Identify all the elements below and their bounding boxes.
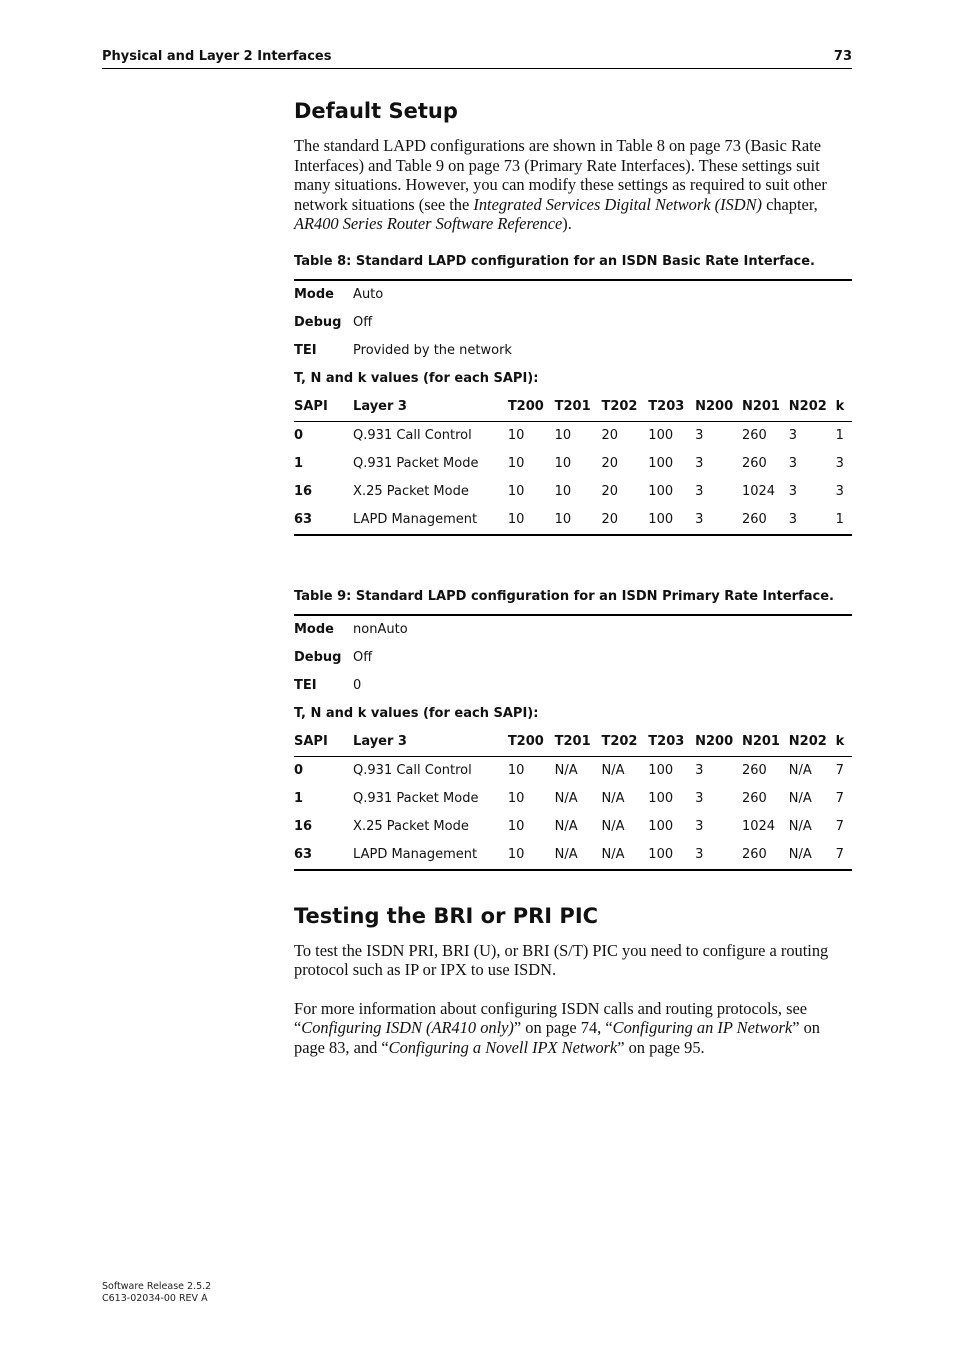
table9 xyxy=(294,614,852,871)
column-header: Layer 3 xyxy=(353,728,508,757)
column-header: k xyxy=(836,728,852,757)
table8 xyxy=(294,279,852,536)
table-cell: 3 xyxy=(695,841,742,870)
text-run: ). xyxy=(562,214,572,233)
table-cell: 10 xyxy=(507,456,525,471)
table-cell: 20 xyxy=(601,506,648,535)
setting-label: Debug xyxy=(294,650,342,665)
column-header: k xyxy=(836,393,852,422)
table-cell: 7 xyxy=(836,841,852,870)
table-cell: 3 xyxy=(788,456,798,471)
table-cell: 100 xyxy=(648,484,674,499)
column-header: N200 xyxy=(695,393,742,422)
table-cell: 3 xyxy=(695,456,704,471)
header-section-title: Physical and Layer 2 Interfaces xyxy=(102,49,332,64)
table-cell: 20 xyxy=(601,428,619,443)
table-cell: N/A xyxy=(601,819,625,834)
table-cell: Q.931 Call Control xyxy=(353,428,472,443)
column-header: N200 xyxy=(695,728,742,757)
table-row xyxy=(294,506,852,535)
table-cell: 1 xyxy=(294,456,304,471)
table-cell: 20 xyxy=(601,484,619,499)
table-cell: Q.931 Packet Mode xyxy=(353,456,479,471)
setting-label: TEI xyxy=(294,678,317,693)
setting-value: 0 xyxy=(353,678,362,693)
setting-label: TEI xyxy=(294,343,317,358)
table-cell: 10 xyxy=(507,791,525,806)
table-row xyxy=(294,421,852,450)
table-cell: 16 xyxy=(294,484,313,499)
table-cell: 63 xyxy=(294,506,353,535)
table-cell: 10 xyxy=(507,763,525,778)
table-cell: 63 xyxy=(294,841,353,870)
table-cell: 7 xyxy=(835,819,844,834)
table-cell: 260 xyxy=(741,763,767,778)
table-cell: 10 xyxy=(554,428,572,443)
table-cell: N/A xyxy=(788,819,812,834)
table-cell: 100 xyxy=(648,791,674,806)
table-cell: Q.931 Packet Mode xyxy=(353,791,479,806)
column-header: T200 xyxy=(508,728,555,757)
table-cell: 0 xyxy=(294,428,304,443)
column-header: T202 xyxy=(601,728,648,757)
table-cell: N/A xyxy=(601,791,625,806)
default-setup-heading: Default Setup xyxy=(294,99,458,123)
setting-label: Mode xyxy=(294,615,353,644)
table-cell: 3 xyxy=(695,819,704,834)
setting-value: Off xyxy=(353,315,373,330)
table-cell: 3 xyxy=(695,484,704,499)
setting-row xyxy=(294,280,852,309)
table-cell: 260 xyxy=(742,841,789,870)
text-run: ” on page 74, “ xyxy=(513,1018,613,1037)
column-header: N202 xyxy=(789,393,836,422)
table-cell: 100 xyxy=(648,763,674,778)
table-cell: 10 xyxy=(507,428,525,443)
table-cell: 3 xyxy=(695,428,704,443)
testing-paragraph-1 xyxy=(294,941,852,980)
table-cell: 260 xyxy=(741,428,767,443)
italic-reference: Configuring ISDN (AR410 only) xyxy=(301,1018,514,1037)
text-run: To test the ISDN PRI, BRI (U), or BRI (S/T) PIC you need to configure a routing protocol such as IP or IPX to use ISDN. xyxy=(294,940,829,979)
column-header: T203 xyxy=(648,393,695,422)
column-header: Layer 3 xyxy=(353,393,508,422)
table-cell: 100 xyxy=(648,506,695,535)
table-cell: 10 xyxy=(507,819,525,834)
column-header: SAPI xyxy=(294,728,353,757)
text-run: The standard LAPD configurations are shown in Table 8 on page 73 (Basic Rate Interfaces) and Table 9 on page 73 (Primary Rate Interfaces). These settings suit many situations. However, you can modify these settings as required to suit other network situations (see the xyxy=(294,136,827,214)
table-cell: 10 xyxy=(507,484,525,499)
table8-caption: Table 8: Standard LAPD configuration for an ISDN Basic Rate Interface. xyxy=(294,253,815,269)
table-cell: 10 xyxy=(554,484,572,499)
column-header: T202 xyxy=(601,393,648,422)
table-cell: 100 xyxy=(648,456,674,471)
italic-reference: AR400 Series Router Software Reference xyxy=(294,214,563,233)
column-header: N201 xyxy=(742,393,789,422)
table-cell: 3 xyxy=(788,484,798,499)
setting-label: Debug xyxy=(294,315,342,330)
table-cell: 1 xyxy=(836,506,852,535)
table-cell: 7 xyxy=(835,763,844,778)
table-cell: N/A xyxy=(788,791,812,806)
column-header: SAPI xyxy=(294,393,353,422)
table-cell: X.25 Packet Mode xyxy=(353,484,469,499)
text-run: chapter, xyxy=(761,194,818,214)
setting-row xyxy=(294,309,852,337)
italic-reference: Integrated Services Digital Network (ISDN) xyxy=(473,194,762,214)
table-cell: 7 xyxy=(835,791,844,806)
footer-release: Software Release 2.5.2 xyxy=(102,1281,212,1292)
table-cell: 3 xyxy=(835,484,844,499)
table-cell: 0 xyxy=(294,763,304,778)
table-row xyxy=(294,450,852,478)
table-cell: 10 xyxy=(508,841,555,870)
table-cell: 1024 xyxy=(741,819,776,834)
table-cell: 1024 xyxy=(741,484,776,499)
page-footer xyxy=(102,1281,211,1305)
table-cell: 10 xyxy=(554,456,572,471)
text-run: ” on page 95. xyxy=(617,1037,705,1057)
table-cell: N/A xyxy=(789,841,836,870)
header-page-number: 73 xyxy=(833,49,852,64)
table-cell: 10 xyxy=(555,506,602,535)
setting-value: Off xyxy=(353,650,373,665)
values-label: T, N and k values (for each SAPI): xyxy=(294,706,539,721)
table-cell: N/A xyxy=(601,763,625,778)
table-cell: 260 xyxy=(742,506,789,535)
table-cell: 100 xyxy=(648,819,674,834)
table-header-row xyxy=(294,393,852,422)
footer-doc-id: C613-02034-00 REV A xyxy=(102,1293,208,1304)
table-cell: LAPD Management xyxy=(353,841,508,870)
table-cell: 100 xyxy=(648,428,674,443)
table-cell: N/A xyxy=(554,791,578,806)
setting-value: Provided by the network xyxy=(353,343,512,358)
table-cell: 3 xyxy=(695,506,742,535)
table-cell: 20 xyxy=(601,456,619,471)
table-cell: 3 xyxy=(695,763,704,778)
table-cell: Q.931 Call Control xyxy=(353,763,472,778)
table-cell: 16 xyxy=(294,819,313,834)
table-cell: X.25 Packet Mode xyxy=(353,819,469,834)
table-row xyxy=(294,841,852,870)
text-run: ” on page 83, and “ xyxy=(294,1018,820,1057)
setting-row xyxy=(294,644,852,672)
setting-label: Mode xyxy=(294,280,353,309)
italic-reference: Configuring an IP Network xyxy=(612,1018,793,1037)
setting-value: nonAuto xyxy=(353,615,852,644)
setting-row xyxy=(294,615,852,644)
table-row xyxy=(294,478,852,506)
values-label: T, N and k values (for each SAPI): xyxy=(294,371,539,386)
column-header: T203 xyxy=(648,728,695,757)
testing-paragraph-2 xyxy=(294,999,852,1058)
column-header: T200 xyxy=(508,393,555,422)
table-row xyxy=(294,785,852,813)
table-cell: 1 xyxy=(835,428,844,443)
table-cell: 3 xyxy=(788,428,798,443)
table-cell: 10 xyxy=(508,506,555,535)
values-label-row xyxy=(294,700,852,728)
main-content xyxy=(294,96,852,1057)
default-setup-paragraph xyxy=(294,136,852,234)
testing-heading: Testing the BRI or PRI PIC xyxy=(294,903,599,928)
setting-row xyxy=(294,337,852,365)
column-header: N202 xyxy=(789,728,836,757)
table-cell: N/A xyxy=(788,763,812,778)
table-row xyxy=(294,813,852,841)
setting-value: Auto xyxy=(353,280,852,309)
setting-row xyxy=(294,672,852,700)
italic-reference: Configuring a Novell IPX Network xyxy=(388,1037,618,1057)
table-cell: 1 xyxy=(294,791,304,806)
running-header xyxy=(102,48,852,69)
table-cell: N/A xyxy=(554,763,578,778)
table-cell: 3 xyxy=(835,456,844,471)
text-run: For more information about configuring ISDN calls and routing protocols, see “ xyxy=(294,998,808,1037)
table-cell: 3 xyxy=(789,506,836,535)
table-cell: LAPD Management xyxy=(353,506,508,535)
column-header: N201 xyxy=(742,728,789,757)
table-cell: N/A xyxy=(554,819,578,834)
table-cell: 260 xyxy=(741,456,767,471)
table-header-row xyxy=(294,728,852,757)
table9-caption: Table 9: Standard LAPD configuration for an ISDN Primary Rate Interface. xyxy=(294,588,834,604)
table-cell: 100 xyxy=(648,841,695,870)
column-header: T201 xyxy=(555,728,602,757)
column-header: T201 xyxy=(555,393,602,422)
table-cell: N/A xyxy=(555,841,602,870)
table-cell: N/A xyxy=(601,841,648,870)
values-label-row xyxy=(294,365,852,393)
table-cell: 260 xyxy=(741,791,767,806)
table-cell: 3 xyxy=(695,791,704,806)
table-row xyxy=(294,756,852,785)
